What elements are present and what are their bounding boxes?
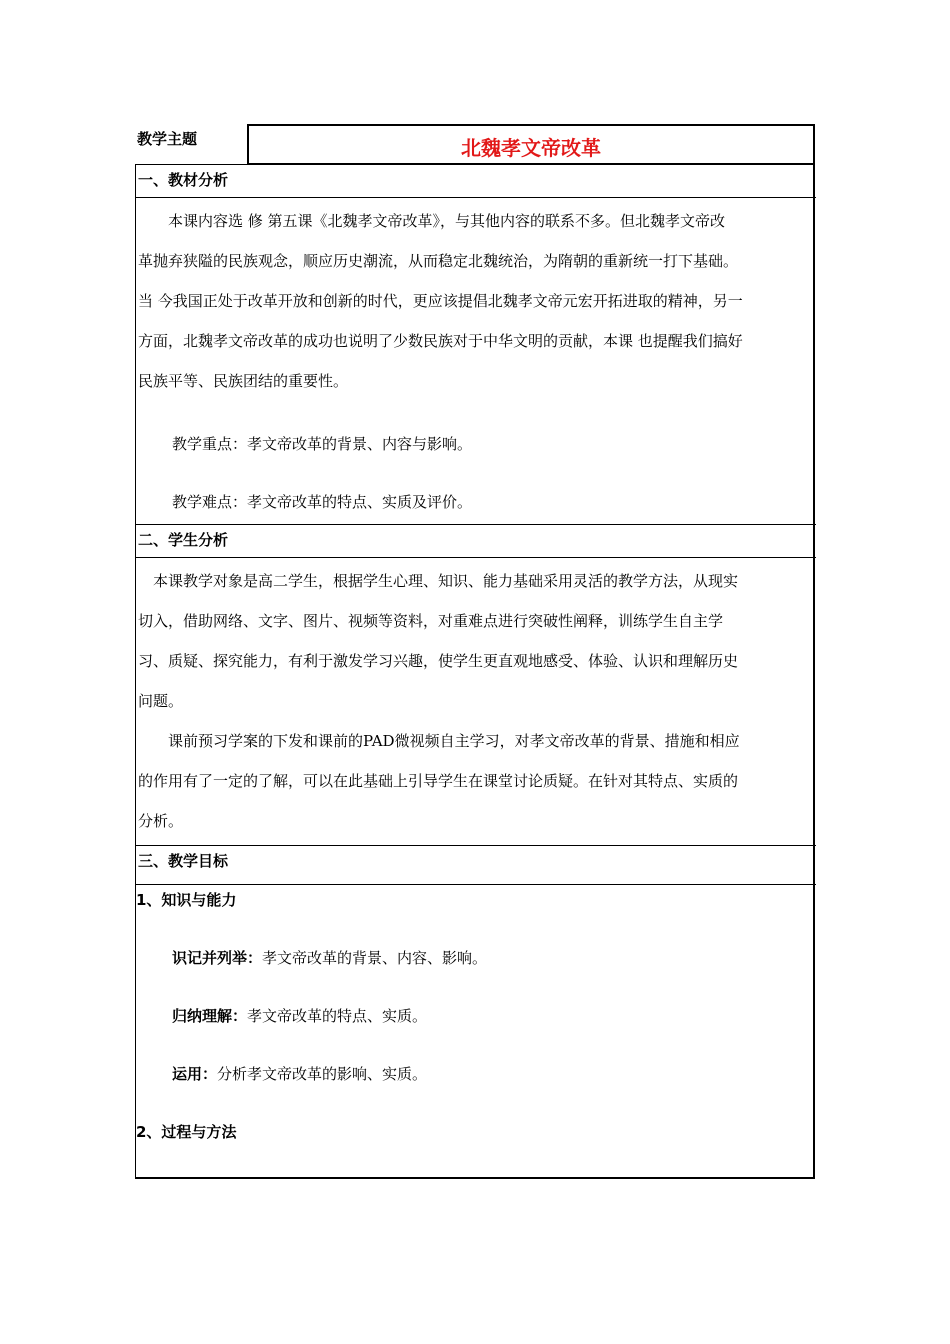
text-line: 革抛弃狭隘的民族观念，顺应历史潮流，从而稳定北魏统治，为隋朝的重新统一打下基础。 — [138, 252, 739, 270]
lesson-plan-table — [135, 124, 815, 1179]
sub-heading-knowledge: 1、知识与能力 — [136, 891, 237, 909]
text-line: 问题。 — [138, 692, 184, 710]
divider — [136, 524, 816, 525]
objective-text: 孝文帝改革的特点、实质。 — [247, 1007, 428, 1025]
content-cell — [135, 164, 815, 1179]
text-line: 方面，北魏孝文帝改革的成功也说明了少数民族对于中华文明的贡献，本课 也提醒我们搞好 — [138, 332, 743, 350]
page-title: 北魏孝文帝改革 — [461, 136, 601, 160]
text-line: 当 今我国正处于改革开放和创新的时代，更应该提倡北魏孝文帝元宏开拓进取的精神，另一 — [138, 292, 743, 310]
objective-item — [172, 1005, 427, 1026]
text-line: 切入，借助网络、文字、图片、视频等资料，对重难点进行突破性阐释，训练学生自主学 — [138, 612, 724, 630]
objective-label: 运用： — [172, 1065, 218, 1083]
student-analysis-text — [138, 561, 814, 841]
topic-label: 教学主题 — [137, 130, 198, 148]
text-line: 本课内容选 修 第五课《北魏孝文帝改革》，与其他内容的联系不多。但北魏孝文帝改 — [168, 212, 726, 230]
title-cell — [247, 124, 815, 164]
sub-heading-process: 2、过程与方法 — [136, 1123, 237, 1141]
difficult-point: 教学难点：孝文帝改革的特点、实质及评价。 — [172, 493, 473, 511]
objective-text: 孝文帝改革的背景、内容、影响。 — [262, 949, 488, 967]
divider — [136, 845, 816, 846]
text-line: 习、质疑、探究能力，有利于激发学习兴趣，使学生更直观地感受、体验、认识和理解历史 — [138, 652, 739, 670]
key-point: 教学重点：孝文帝改革的背景、内容与影响。 — [172, 435, 473, 453]
objective-item — [172, 947, 487, 968]
section-heading-material: 一、教材分析 — [138, 171, 229, 189]
objective-item — [172, 1063, 427, 1084]
section-heading-objectives: 三、教学目标 — [138, 852, 229, 870]
objective-text: 分析孝文帝改革的影响、实质。 — [217, 1065, 428, 1083]
text-line: 民族平等、民族团结的重要性。 — [138, 372, 349, 390]
objective-label: 识记并列举： — [172, 949, 263, 967]
text-line: 课前预习学案的下发和课前的PAD微视频自主学习，对孝文帝改革的背景、措施和相应 — [168, 732, 740, 750]
divider — [136, 557, 816, 558]
section-heading-students: 二、学生分析 — [138, 531, 229, 549]
material-analysis-text — [138, 201, 814, 401]
objective-label: 归纳理解： — [172, 1007, 248, 1025]
divider — [136, 197, 816, 198]
text-line: 本课教学对象是高二学生，根据学生心理、知识、能力基础采用灵活的教学方法，从现实 — [153, 572, 739, 590]
text-line: 分析。 — [138, 812, 184, 830]
divider — [136, 884, 816, 885]
text-line: 的作用有了一定的了解，可以在此基础上引导学生在课堂讨论质疑。在针对其特点、实质的 — [138, 772, 739, 790]
